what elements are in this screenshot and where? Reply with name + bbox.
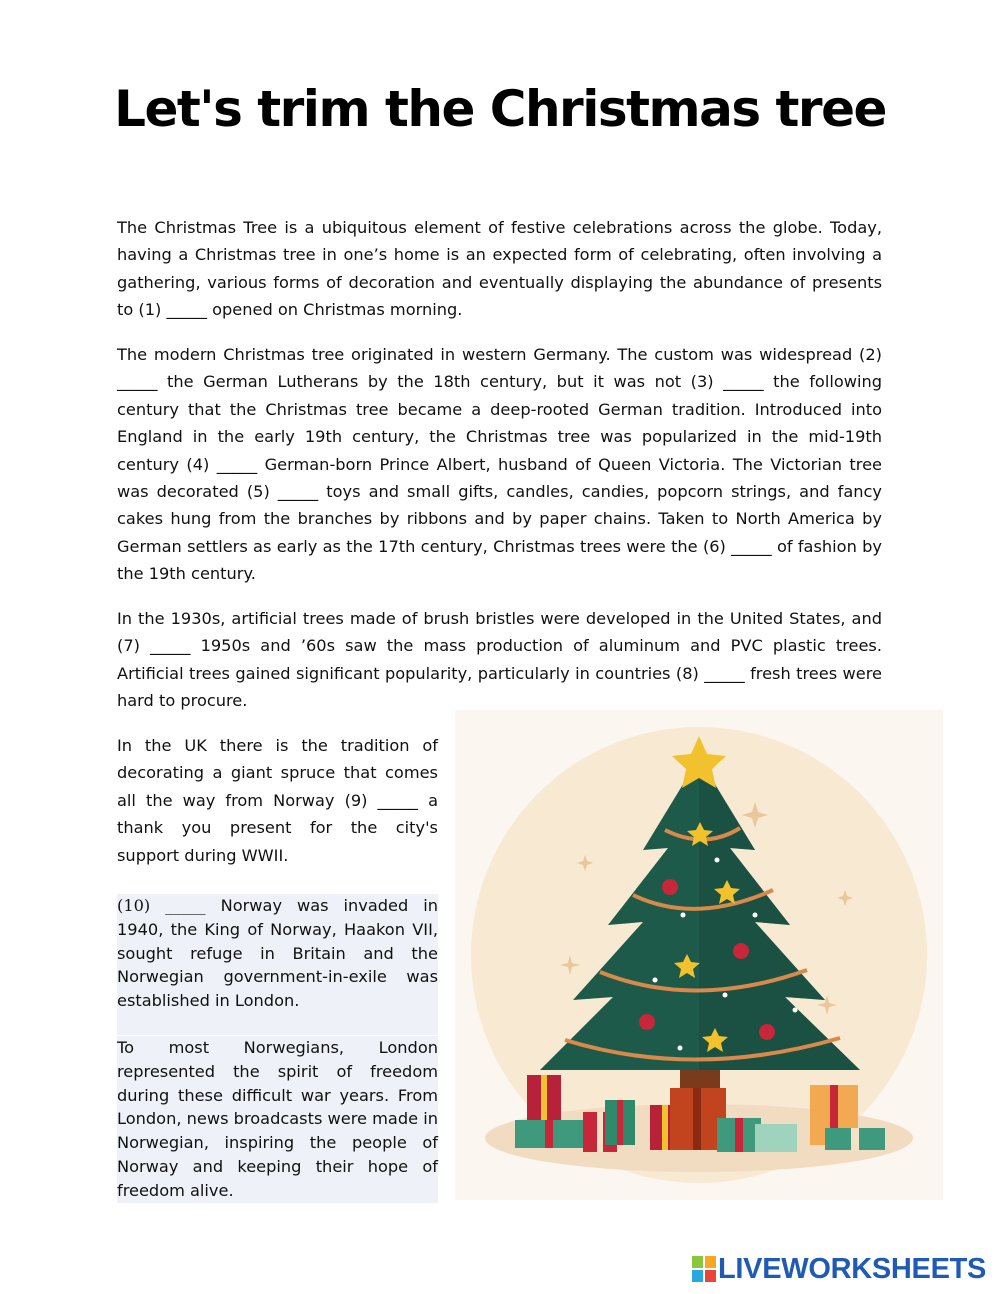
paragraph-history: The modern Christmas tree originated in western Germany. The custom was widespread (2) _____ the German Lutherans by the 18th century, but it was not (3) _____ the following century that the Christmas tree became a deep-rooted German tradition. Introduced into England in the early 19th century, the Christmas tree was popularized in the mid-19th century (4) _____ German-born Prince Albert, husband of Queen Victoria. The Victorian tree was decorated (5) _____ toys and small gifts, candles, candies, popcorn strings, and fancy cakes hung from the branches by ribbons and by paper chains. Taken to North America by German settlers as early as the 17th century, Christmas trees were the (6) _____ of fashion by the 19th century. (117, 345, 882, 584)
page-title: Let's trim the Christmas tree (114, 80, 886, 138)
liveworksheets-brand-text: LIVEWORKSHEETS (718, 1252, 987, 1285)
paragraph-artificial: In the 1930s, artificial trees made of brush bristles were developed in the United States, and (7) _____ 1950s and ’60s saw the mass production of aluminum and PVC plastic trees. Artificial trees gained significant popularity, particularly in countries (8) _____ fresh trees were hard to procure. (117, 609, 882, 711)
paragraph-london: To most Norwegians, London represented the spirit of freedom during these difficult war years. From London, news broadcasts were made in Norwegian, inspiring the people of Norway and keeping their hope of freedom alive. (117, 1036, 438, 1203)
paragraph-norway-invasion (117, 894, 438, 1035)
blank-10-label: (10) _____ (117, 896, 206, 915)
paragraph-intro: The Christmas Tree is a ubiquitous element of festive celebrations across the globe. Today, having a Christmas tree in one’s home is an expected form of celebrating, often involving a gathering, various forms of decoration and eventually displaying the abundance of presents to (1) _____ opened on Christmas morning. (117, 218, 882, 320)
paragraph-uk-tradition: In the UK there is the tradition of decorating a giant spruce that comes all the way from Norway (9) _____ a thank you present for the city's support during WWII. (117, 736, 438, 865)
christmas-tree-illustration (455, 710, 943, 1200)
paragraph-norway-invasion-text: Norway was invaded in 1940, the King of Norway, Haakon VII, sought refuge in Britain and the Norwegian government-in-exile was established in London. (117, 896, 438, 1011)
liveworksheets-logo[interactable] (692, 1252, 986, 1286)
liveworksheets-logo-icon (692, 1256, 716, 1282)
